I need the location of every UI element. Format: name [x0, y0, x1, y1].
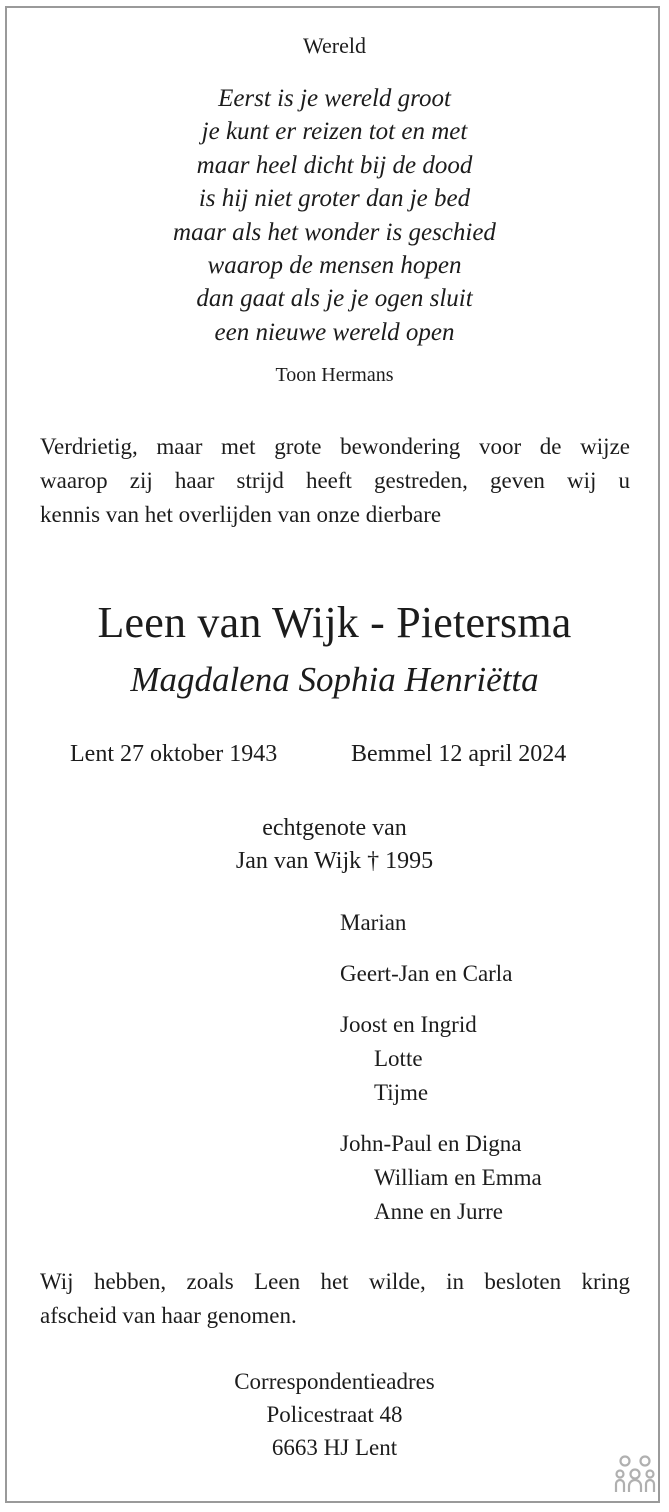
- family-list: [340, 906, 542, 1246]
- birth-date: Lent 27 oktober 1943: [70, 741, 278, 767]
- death-date: Bemmel 12 april 2024: [351, 741, 567, 767]
- intro-paragraph: [40, 430, 630, 532]
- family-group: [340, 906, 542, 940]
- poem-line: maar als het wonder is geschied: [173, 218, 496, 246]
- poem-line: dan gaat als je je ogen sluit: [196, 285, 473, 313]
- poem-line: waarop de mensen hopen: [207, 252, 462, 280]
- intro-line: kennis van het overlijden van onze dierbare: [40, 502, 442, 527]
- poem-line: je kunt er reizen tot en met: [201, 118, 468, 146]
- grandchild: William en Emma: [374, 1165, 542, 1190]
- correspondence-address: [0, 1365, 669, 1464]
- address-street: Policestraat 48: [266, 1402, 403, 1427]
- family-group: [340, 957, 542, 991]
- grandchild: Tijme: [374, 1080, 429, 1105]
- intro-line: waarop zij haar strijd heeft gestreden, geven wij u: [40, 468, 630, 493]
- grandchild: Lotte: [374, 1046, 423, 1071]
- poem-title: Wereld: [303, 33, 366, 58]
- spouse-label: echtgenote van: [262, 815, 407, 841]
- closing-line: afscheid van haar genomen.: [40, 1303, 297, 1328]
- family-member: Marian: [340, 910, 407, 935]
- spouse-name: Jan van Wijk † 1995: [235, 848, 434, 874]
- poem: [0, 82, 669, 349]
- grandchild: Anne en Jurre: [374, 1199, 504, 1224]
- family-member: John-Paul en Digna: [340, 1131, 522, 1156]
- intro-line: Verdrietig, maar met grote bewondering voor de wijze: [40, 434, 630, 459]
- spouse-block: [0, 812, 669, 878]
- deceased-name: Leen van Wijk - Pietersma: [97, 598, 572, 647]
- poem-line: een nieuwe wereld open: [214, 318, 455, 346]
- family-member: Joost en Ingrid: [340, 1012, 477, 1037]
- deceased-full-name: Magdalena Sophia Henriëtta: [130, 660, 539, 699]
- poem-line: is hij niet groter dan je bed: [198, 185, 471, 213]
- poem-line: Eerst is je wereld groot: [218, 85, 451, 112]
- people-group-icon: [614, 1454, 656, 1494]
- family-member: Geert-Jan en Carla: [340, 961, 513, 986]
- address-label: Correspondentieadres: [234, 1369, 435, 1394]
- poem-line: maar heel dicht bij de dood: [196, 151, 473, 179]
- closing-line: Wij hebben, zoals Leen het wilde, in besloten kring: [40, 1269, 630, 1294]
- family-group: [340, 1008, 542, 1110]
- poem-author: Toon Hermans: [275, 364, 394, 386]
- address-city: 6663 HJ Lent: [271, 1435, 398, 1460]
- closing-paragraph: [40, 1265, 630, 1333]
- family-group: [340, 1127, 542, 1229]
